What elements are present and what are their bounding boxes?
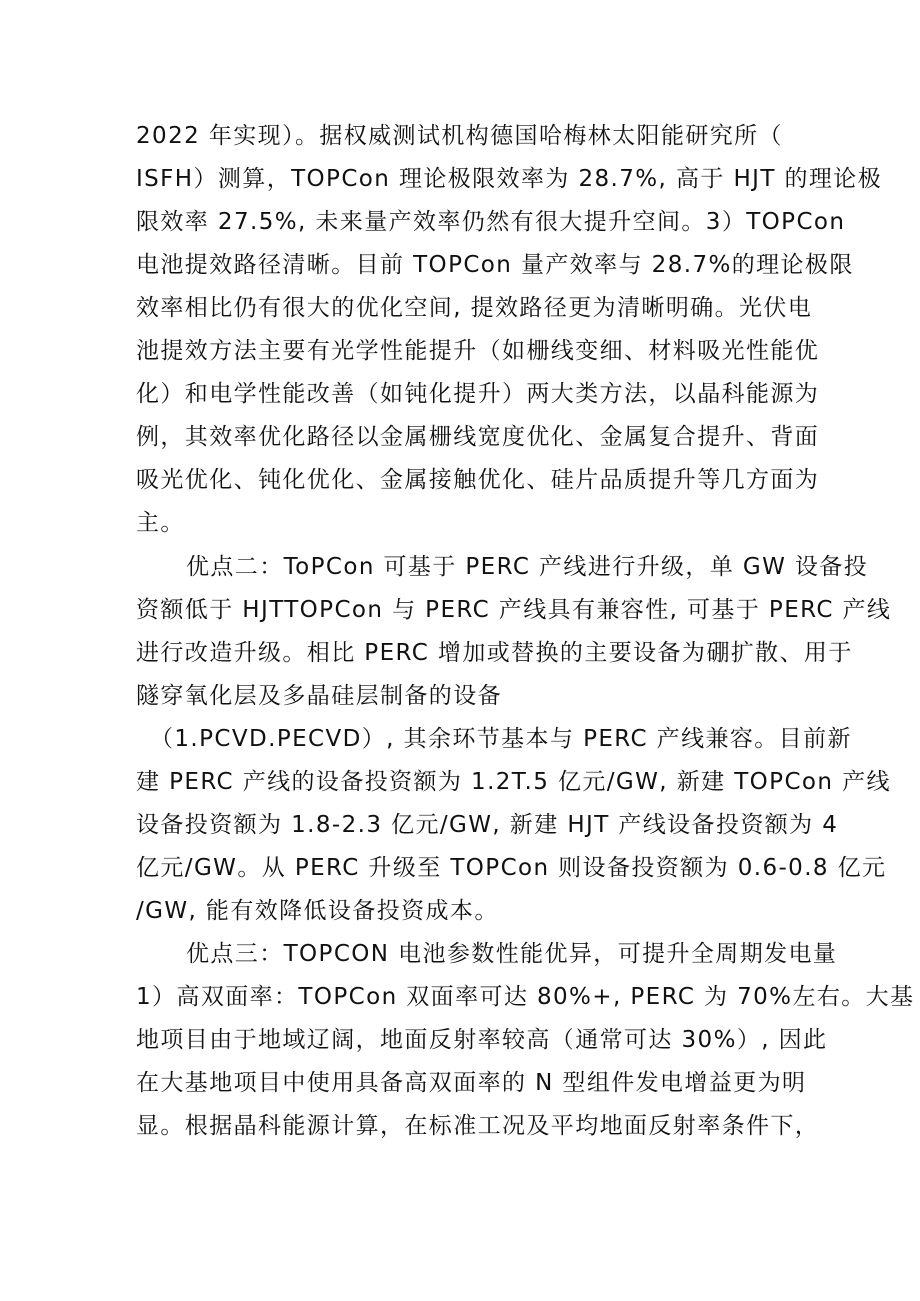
text-line: 建 PERC 产线的设备投资额为 1.2T.5 亿元/GW, 新建 TOPCon 产线 [136, 769, 891, 795]
text-line: （1.PCVD.PECVD）, 其余环节基本与 PERC 产线兼容。目前新 [150, 726, 852, 752]
text-line: /GW, 能有效降低设备投资成本。 [136, 898, 499, 924]
text-line: 吸光优化、钝化优化、金属接触优化、硅片品质提升等几方面为 [136, 467, 820, 493]
text-line: 隧穿氧化层及多晶硅层制备的设备 [136, 683, 502, 709]
text-line: 资额低于 HJTTOPCon 与 PERC 产线具有兼容性, 可基于 PERC 产线 [136, 597, 892, 623]
text-line: 2022 年实现）。据权威测试机构德国哈梅林太阳能研究所（ [136, 123, 783, 149]
text-line: 电池提效路径清晰。目前 TOPCon 量产效率与 28.7%的理论极限 [136, 252, 854, 278]
text-line: 设备投资额为 1.8-2.3 亿元/GW, 新建 HJT 产线设备投资额为 4 [136, 812, 839, 838]
text-line: 显。根据晶科能源计算，在标准工况及平均地面反射率条件下， [136, 1113, 820, 1139]
text-line: 进行改造升级。相比 PERC 增加或替换的主要设备为硼扩散、用于 [136, 640, 853, 666]
text-line: 亿元/GW。从 PERC 升级至 TOPCon 则设备投资额为 0.6-0.8 亿元 [136, 855, 887, 881]
text-line: 化）和电学性能改善（如钝化提升）两大类方法，以晶科能源为 [136, 381, 820, 407]
text-line: 优点二：ToPCon 可基于 PERC 产线进行升级，单 GW 设备投 [186, 554, 869, 580]
text-line: 在大基地项目中使用具备高双面率的 N 型组件发电增益更为明 [136, 1070, 807, 1096]
text-line: 地项目由于地域辽阔，地面反射率较高（通常可达 30%）, 因此 [136, 1027, 828, 1053]
text-line: 例，其效率优化路径以金属栅线宽度优化、金属复合提升、背面 [136, 424, 820, 450]
text-line: 优点三：TOPCON 电池参数性能优异，可提升全周期发电量 [186, 941, 838, 967]
text-line: 主。 [136, 510, 185, 536]
text-line: 限效率 27.5%, 未来量产效率仍然有很大提升空间。3）TOPCon [136, 209, 846, 235]
text-line: ISFH）测算，TOPCon 理论极限效率为 28.7%, 高于 HJT 的理论极 [136, 166, 883, 192]
text-line: 池提效方法主要有光学性能提升（如栅线变细、材料吸光性能优 [136, 338, 820, 364]
text-line: 1）高双面率：TOPCon 双面率可达 80%+, PERC 为 70%左右。大基 [136, 984, 915, 1010]
text-line: 效率相比仍有很大的优化空间, 提效路径更为清晰明确。光伏电 [136, 295, 813, 321]
